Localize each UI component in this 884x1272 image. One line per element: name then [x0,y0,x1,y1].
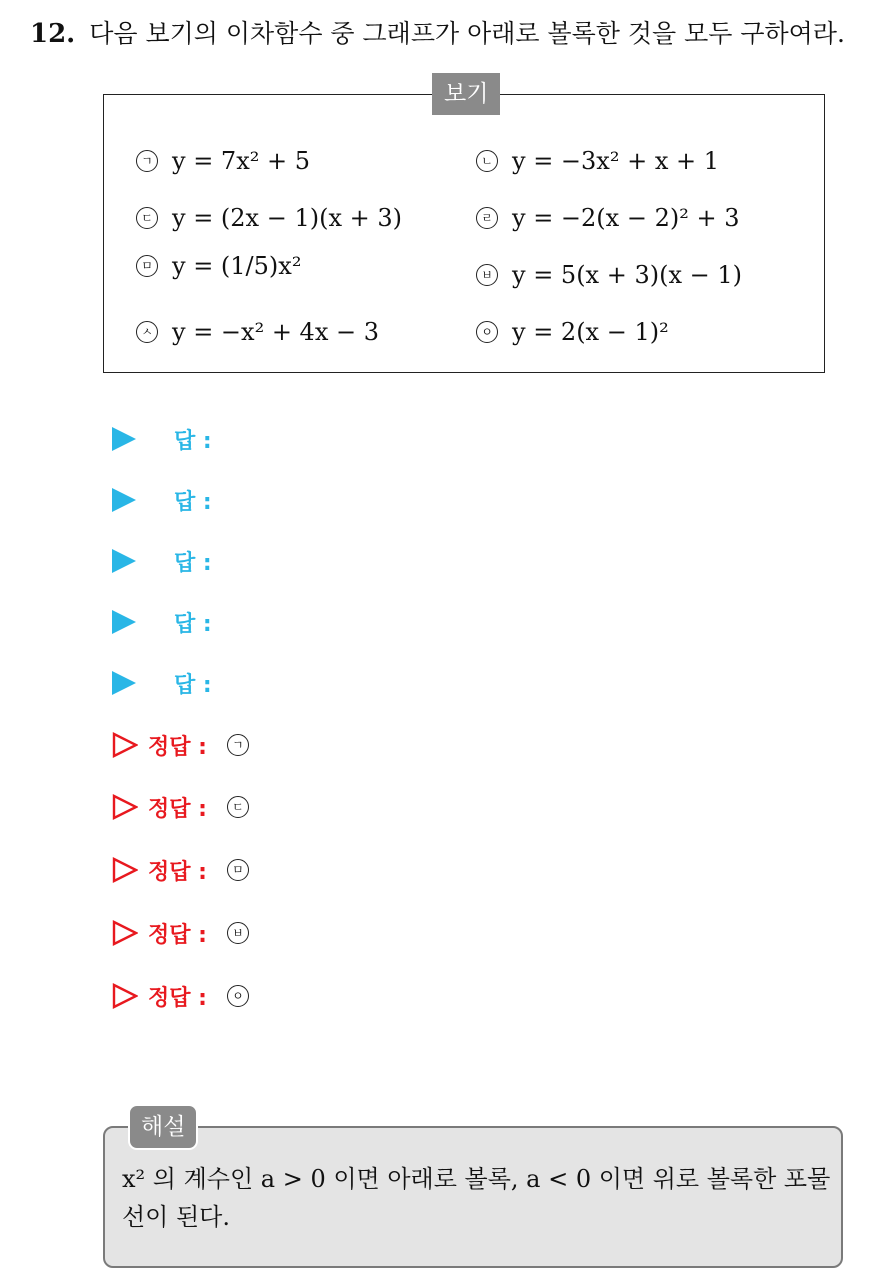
correct-answer-marker: ㅂ [227,922,249,944]
correct-row-2 [112,791,249,823]
answer-row-1 [112,424,212,454]
option-marker: ㅅ [136,321,158,343]
correct-row-1 [112,729,249,761]
option-equation: y = 2(x − 1)² [512,318,669,346]
option-equation: y = −x² + 4x − 3 [172,318,379,346]
correct-row-5 [112,980,249,1012]
correct-row-3 [112,854,249,886]
option-4 [476,204,739,232]
answer-label: 답 : [174,489,212,515]
answer-label: 답 : [174,550,212,576]
correct-answer-marker: ㅇ [227,985,249,1007]
question-number: 12. [30,19,76,49]
option-marker: ㅁ [136,255,158,277]
play-triangle-icon [112,549,136,573]
answer-row-4 [112,607,212,637]
option-3 [136,204,402,232]
question-body: 다음 보기의 이차함수 중 그래프가 아래로 볼록한 것을 모두 구하여라. [89,19,845,48]
option-marker: ㅇ [476,321,498,343]
outline-triangle-icon [112,920,138,946]
option-marker: ㄷ [136,207,158,229]
answer-row-3 [112,546,212,576]
outline-triangle-icon [112,983,138,1009]
option-1 [136,147,310,175]
correct-label: 정답 : [148,734,207,760]
correct-answer-marker: ㄱ [227,734,249,756]
correct-label: 정답 : [148,985,207,1011]
option-equation: y = (2x − 1)(x + 3) [172,204,402,232]
option-marker: ㄹ [476,207,498,229]
correct-label: 정답 : [148,922,207,948]
option-8 [476,318,669,346]
bogi-box [103,81,825,373]
outline-triangle-icon [112,857,138,883]
explanation-label: 해설 [128,1104,198,1150]
bogi-label: 보기 [432,73,500,115]
option-equation: y = −2(x − 2)² + 3 [512,204,740,232]
play-triangle-icon [112,671,136,695]
option-5 [136,252,301,280]
answer-label: 답 : [174,611,212,637]
correct-label: 정답 : [148,796,207,822]
option-equation: y = (1/5)x² [172,252,302,280]
option-marker: ㄱ [136,150,158,172]
option-marker: ㄴ [476,150,498,172]
option-7 [136,318,379,346]
play-triangle-icon [112,427,136,451]
play-triangle-icon [112,610,136,634]
option-2 [476,147,719,175]
answer-label: 답 : [174,428,212,454]
play-triangle-icon [112,488,136,512]
option-equation: y = −3x² + x + 1 [512,147,719,175]
correct-row-4 [112,917,249,949]
option-equation: y = 5(x + 3)(x − 1) [512,261,742,289]
answer-label: 답 : [174,672,212,698]
option-equation: y = 7x² + 5 [172,147,310,175]
option-6 [476,261,742,289]
correct-answer-marker: ㄷ [227,796,249,818]
correct-label: 정답 : [148,859,207,885]
correct-answer-marker: ㅁ [227,859,249,881]
outline-triangle-icon [112,794,138,820]
answer-row-5 [112,668,212,698]
option-marker: ㅂ [476,264,498,286]
outline-triangle-icon [112,732,138,758]
question-text [30,14,845,50]
answer-row-2 [112,485,212,515]
explanation-text: x² 의 계수인 a > 0 이면 아래로 볼록, a < 0 이면 위로 볼록한 포물선이 된다. [122,1165,831,1231]
